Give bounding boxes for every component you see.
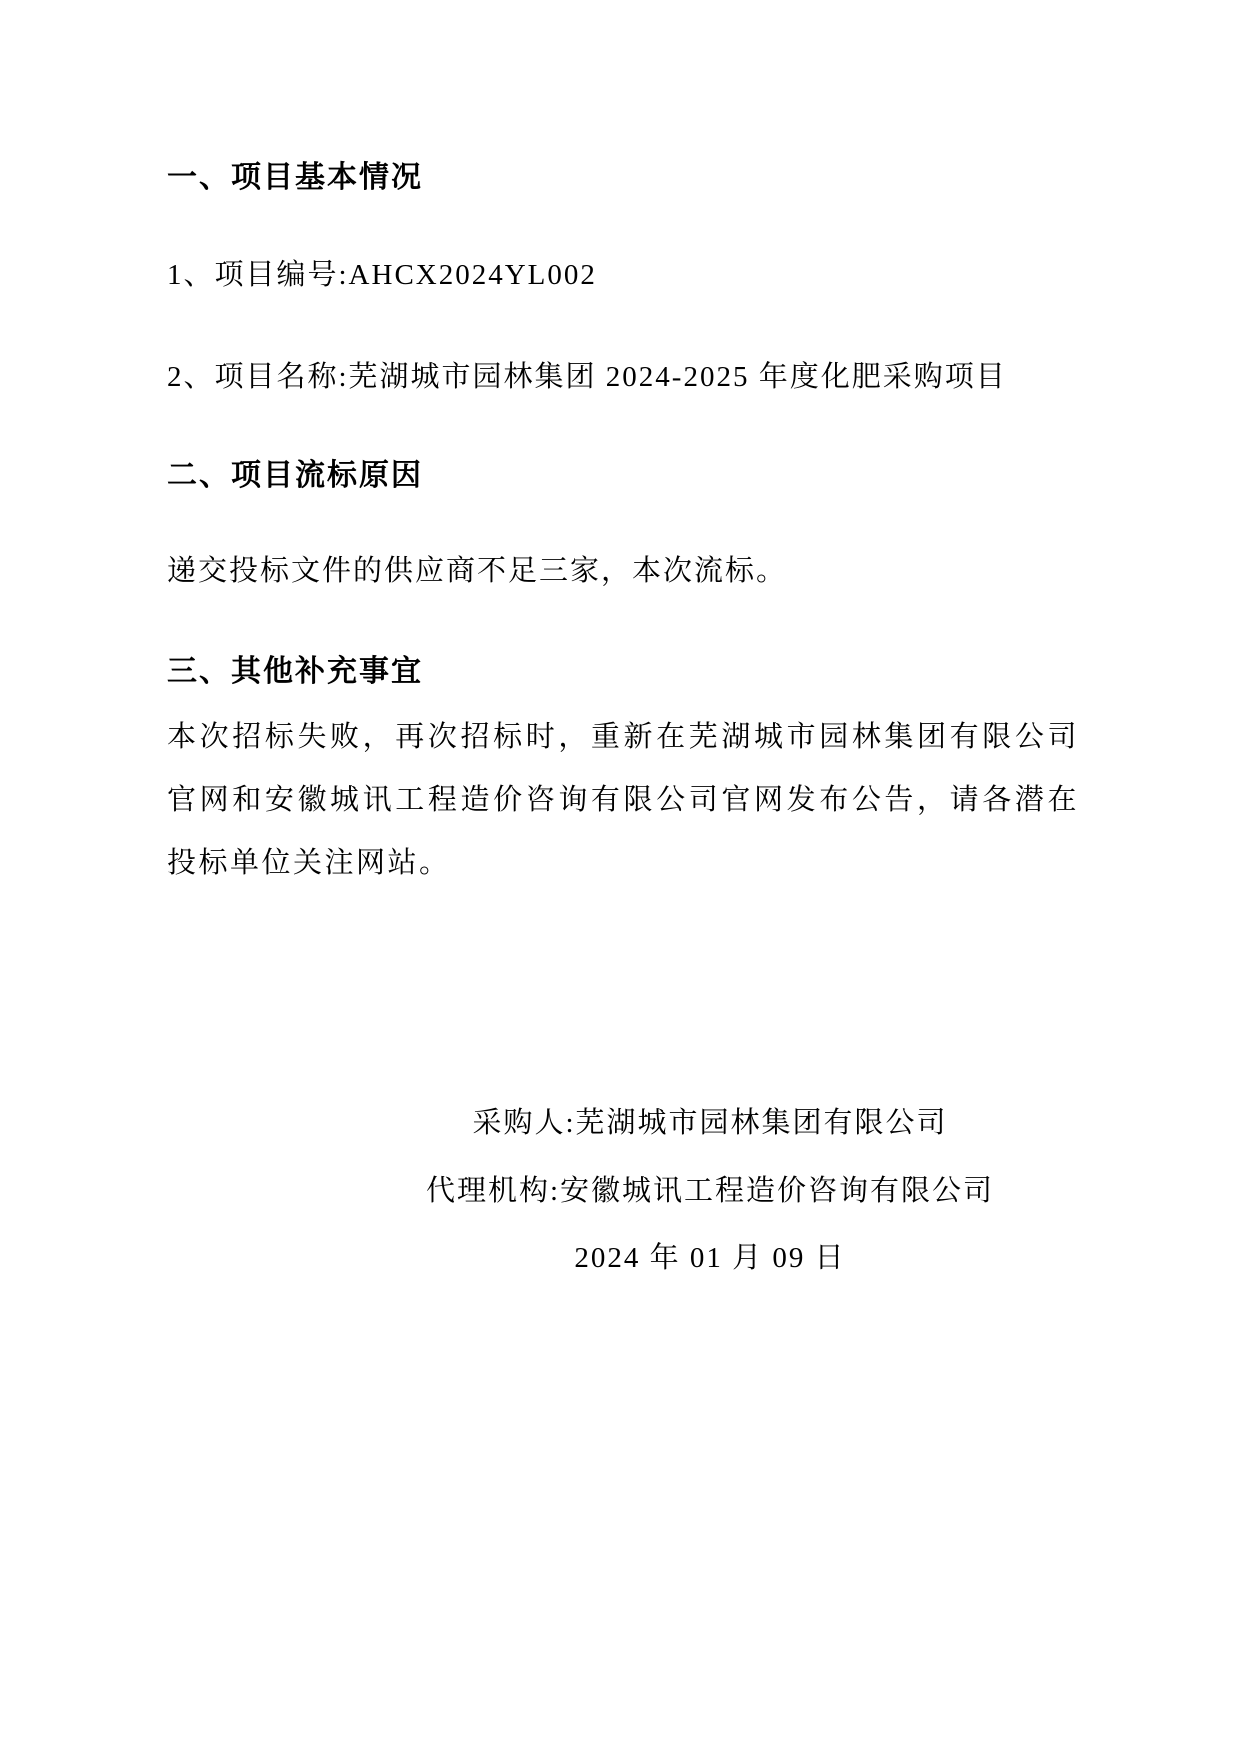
agency-signature-line: 代理机构:安徽城讯工程造价咨询有限公司: [425, 1175, 995, 1207]
supplementary-notes-paragraph: 本次招标失败，再次招标时，重新在芜湖城市园林集团有限公司官网和安徽城讯工程造价咨询有限公司官网发布公告，请各潜在投标单位关注网站。: [167, 721, 1079, 879]
date-line: 2024 年 01 月 09 日: [574, 1242, 846, 1274]
section2-heading: 二、项目流标原因: [167, 459, 423, 492]
failure-reason-text: 递交投标文件的供应商不足三家，本次流标。: [167, 555, 788, 587]
purchaser-signature-line: 采购人:芜湖城市园林集团有限公司: [472, 1107, 948, 1139]
project-number-line: 1、项目编号:AHCX2024YL002: [167, 259, 597, 291]
project-name-line: 2、项目名称:芜湖城市园林集团 2024-2025 年度化肥采购项目: [167, 361, 1007, 393]
section1-heading: 一、项目基本情况: [167, 161, 423, 194]
section3-heading: 三、其他补充事宜: [167, 655, 423, 688]
